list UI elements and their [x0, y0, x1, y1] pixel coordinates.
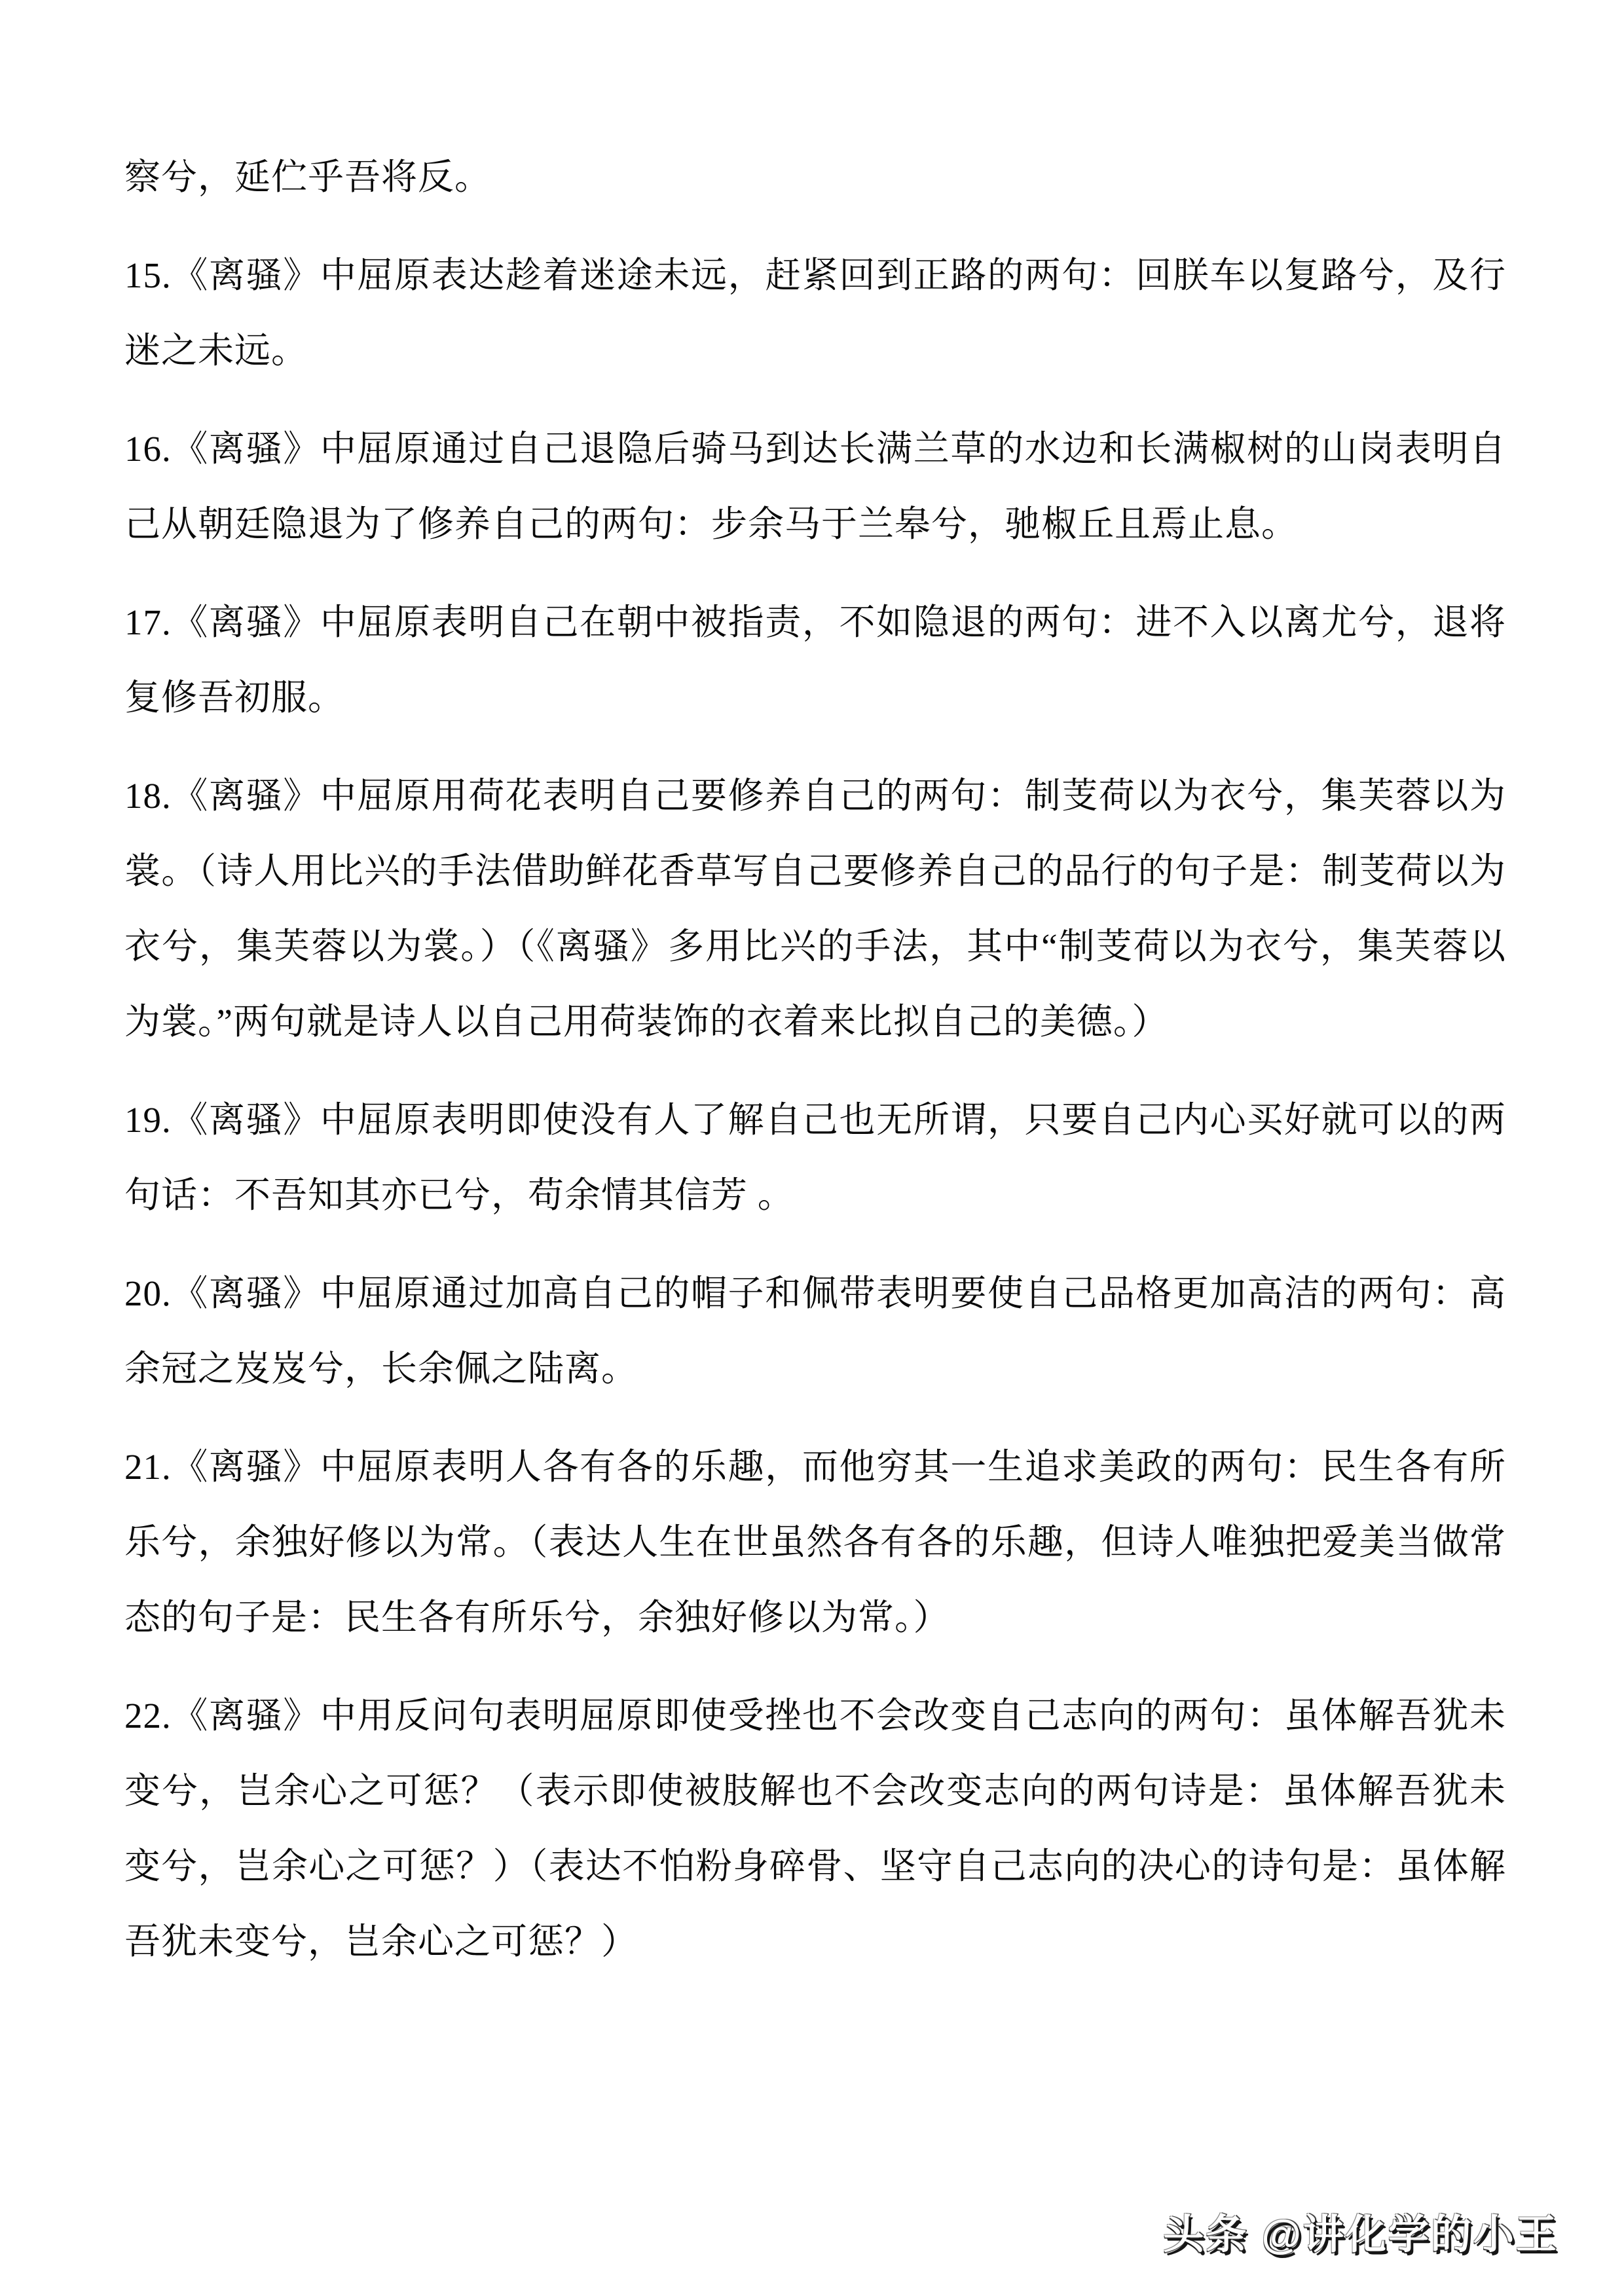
document-content — [124, 139, 1506, 2002]
paragraph-item19: 19.《离骚》中屈原表明即使没有人了解自己也无所谓，只要自己内心买好就可以的两句话：不吾知其亦已兮，苟余情其信芳 。 — [124, 1100, 1506, 1215]
paragraph-item21: 21.《离骚》中屈原表明人各有各的乐趣，而他穷其一生追求美政的两句：民生各有所乐兮，余独好修以为常。（表达人生在世虽然各有各的乐趣，但诗人唯独把爱美当做常态的句子是：民生各有所乐兮，余独好修以为常。） — [124, 1447, 1506, 1637]
paragraph-item16: 16.《离骚》中屈原通过自己退隐后骑马到达长满兰草的水边和长满椒树的山岗表明自己从朝廷隐退为了修养自己的两句：步余马于兰皋兮，驰椒丘且焉止息。 — [124, 429, 1506, 544]
paragraph-item22: 22.《离骚》中用反问句表明屈原即使受挫也不会改变自己志向的两句：虽体解吾犹未变兮，岂余心之可惩？（表示即使被肢解也不会改变志向的两句诗是：虽体解吾犹未变兮，岂余心之可惩？）（表达不怕粉身碎骨、坚守自己志向的决心的诗句是：虽体解吾犹未变兮，岂余心之可惩？） — [124, 1696, 1506, 1961]
paragraph-item20: 20.《离骚》中屈原通过加高自己的帽子和佩带表明要使自己品格更加高洁的两句：高余冠之岌岌兮，长余佩之陆离。 — [124, 1273, 1506, 1389]
toutiao-watermark: 头条 @讲化学的小王 — [1163, 2212, 1559, 2257]
paragraph-item14-continuation: 察兮，延伫乎吾将反。 — [124, 157, 492, 197]
paragraph-item18: 18.《离骚》中屈原用荷花表明自己要修养自己的两句：制芰荷以为衣兮，集芙蓉以为裳。（诗人用比兴的手法借助鲜花香草写自己要修养自己的品行的句子是：制芰荷以为衣兮，集芙蓉以为裳。）（《离骚》多用比兴的手法，其中“制芰荷以为衣兮，集芙蓉以为裳。”两句就是诗人以自己用荷装饰的衣着来比拟自己的美德。） — [124, 776, 1506, 1042]
paragraph-item17: 17.《离骚》中屈原表明自己在朝中被指责，不如隐退的两句：进不入以离尤兮，退将复修吾初服。 — [124, 602, 1506, 718]
paragraph-item15: 15.《离骚》中屈原表达趁着迷途未远，赶紧回到正路的两句：回朕车以复路兮，及行迷之未远。 — [124, 255, 1506, 371]
